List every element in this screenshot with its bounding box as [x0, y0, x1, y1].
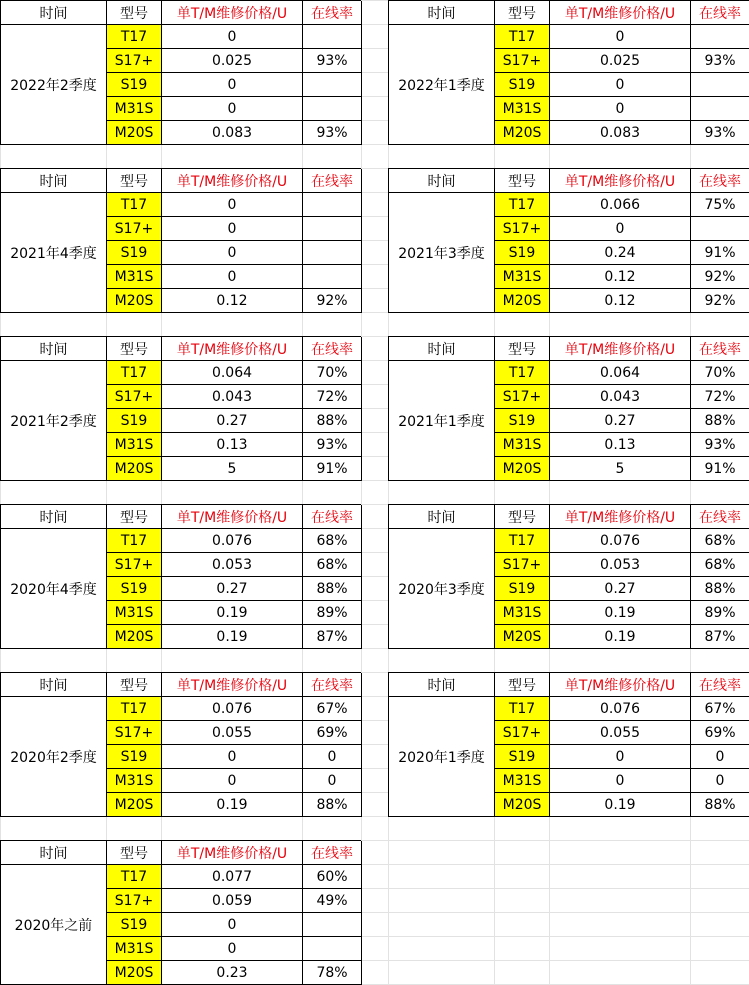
- price-cell[interactable]: 0: [162, 769, 303, 793]
- model-cell[interactable]: S17+: [107, 553, 162, 577]
- price-cell[interactable]: 0: [162, 97, 303, 121]
- model-cell[interactable]: S19: [495, 409, 550, 433]
- online-rate-cell[interactable]: 87%: [691, 625, 749, 649]
- header-model[interactable]: 型号: [495, 505, 550, 529]
- online-rate-cell[interactable]: 88%: [691, 409, 749, 433]
- online-rate-cell[interactable]: 68%: [691, 529, 749, 553]
- price-cell[interactable]: 0.27: [550, 409, 691, 433]
- online-rate-cell[interactable]: 72%: [691, 385, 749, 409]
- quarter-table: [388, 672, 749, 817]
- model-cell[interactable]: T17: [107, 361, 162, 385]
- price-cell[interactable]: 0: [550, 97, 691, 121]
- online-rate-cell[interactable]: 67%: [303, 697, 362, 721]
- online-rate-cell[interactable]: [303, 73, 362, 97]
- header-time[interactable]: 时间: [389, 505, 495, 529]
- header-time[interactable]: 时间: [1, 673, 107, 697]
- price-cell[interactable]: 0: [162, 265, 303, 289]
- price-cell[interactable]: 0.12: [550, 289, 691, 313]
- price-cell[interactable]: 0.055: [550, 721, 691, 745]
- online-rate-cell[interactable]: 87%: [303, 625, 362, 649]
- header-time[interactable]: 时间: [1, 337, 107, 361]
- model-cell[interactable]: T17: [495, 529, 550, 553]
- header-model[interactable]: 型号: [495, 1, 550, 25]
- price-cell[interactable]: 0: [162, 217, 303, 241]
- online-rate-cell[interactable]: 69%: [303, 721, 362, 745]
- model-cell[interactable]: T17: [107, 529, 162, 553]
- online-rate-cell[interactable]: 93%: [691, 49, 749, 73]
- online-rate-cell[interactable]: 72%: [303, 385, 362, 409]
- model-cell[interactable]: T17: [495, 697, 550, 721]
- price-cell[interactable]: 0: [550, 217, 691, 241]
- online-rate-cell[interactable]: 0: [303, 745, 362, 769]
- price-cell[interactable]: 5: [162, 457, 303, 481]
- online-rate-cell[interactable]: 69%: [691, 721, 749, 745]
- header-price[interactable]: 单T/M维修价格/U: [162, 841, 303, 865]
- model-cell[interactable]: M20S: [107, 457, 162, 481]
- price-cell[interactable]: 0.059: [162, 889, 303, 913]
- model-cell[interactable]: S19: [107, 73, 162, 97]
- price-cell[interactable]: 0.043: [550, 385, 691, 409]
- online-rate-cell[interactable]: 88%: [691, 577, 749, 601]
- online-rate-cell[interactable]: 78%: [303, 961, 362, 985]
- model-cell[interactable]: S19: [107, 241, 162, 265]
- model-cell[interactable]: T17: [107, 697, 162, 721]
- price-cell[interactable]: 0.27: [162, 577, 303, 601]
- period-cell[interactable]: 2020年3季度: [389, 529, 495, 649]
- online-rate-cell[interactable]: 67%: [691, 697, 749, 721]
- model-cell[interactable]: M20S: [495, 793, 550, 817]
- model-cell[interactable]: S17+: [107, 49, 162, 73]
- online-rate-cell[interactable]: 92%: [303, 289, 362, 313]
- model-cell[interactable]: S17+: [107, 721, 162, 745]
- price-cell[interactable]: 0.076: [162, 697, 303, 721]
- period-cell[interactable]: 2020年2季度: [1, 697, 107, 817]
- model-cell[interactable]: M31S: [107, 769, 162, 793]
- price-cell[interactable]: 0.19: [162, 625, 303, 649]
- model-cell[interactable]: S17+: [107, 385, 162, 409]
- price-cell[interactable]: 0.043: [162, 385, 303, 409]
- price-cell[interactable]: 0.19: [162, 601, 303, 625]
- header-online-rate[interactable]: 在线率: [303, 841, 362, 865]
- header-price[interactable]: 单T/M维修价格/U: [162, 169, 303, 193]
- header-model[interactable]: 型号: [495, 169, 550, 193]
- price-cell[interactable]: 0.19: [550, 625, 691, 649]
- header-time[interactable]: 时间: [389, 673, 495, 697]
- model-cell[interactable]: S17+: [495, 385, 550, 409]
- online-rate-cell[interactable]: 68%: [303, 529, 362, 553]
- model-cell[interactable]: S17+: [495, 49, 550, 73]
- price-cell[interactable]: 0: [550, 769, 691, 793]
- model-cell[interactable]: T17: [495, 361, 550, 385]
- model-cell[interactable]: S17+: [107, 889, 162, 913]
- online-rate-cell[interactable]: [303, 193, 362, 217]
- header-model[interactable]: 型号: [495, 337, 550, 361]
- quarter-table: [388, 168, 749, 313]
- header-online-rate[interactable]: 在线率: [303, 169, 362, 193]
- price-cell[interactable]: 0.053: [550, 553, 691, 577]
- model-cell[interactable]: S17+: [495, 217, 550, 241]
- model-cell[interactable]: M20S: [107, 793, 162, 817]
- model-cell[interactable]: M31S: [495, 97, 550, 121]
- model-cell[interactable]: M31S: [107, 937, 162, 961]
- online-rate-cell[interactable]: 88%: [303, 409, 362, 433]
- price-cell[interactable]: 0.064: [162, 361, 303, 385]
- online-rate-cell[interactable]: [691, 25, 749, 49]
- header-time[interactable]: 时间: [389, 1, 495, 25]
- online-rate-cell[interactable]: 88%: [303, 577, 362, 601]
- online-rate-cell[interactable]: 88%: [691, 793, 749, 817]
- online-rate-cell[interactable]: 93%: [303, 121, 362, 145]
- model-cell[interactable]: T17: [107, 193, 162, 217]
- quarter-table: [388, 336, 749, 481]
- model-cell[interactable]: M31S: [495, 601, 550, 625]
- period-cell[interactable]: 2020年1季度: [389, 697, 495, 817]
- header-price[interactable]: 单T/M维修价格/U: [550, 169, 691, 193]
- model-cell[interactable]: S19: [107, 745, 162, 769]
- online-rate-cell[interactable]: 88%: [303, 793, 362, 817]
- price-cell[interactable]: 0.076: [550, 529, 691, 553]
- online-rate-cell[interactable]: [303, 25, 362, 49]
- header-time[interactable]: 时间: [1, 1, 107, 25]
- header-price[interactable]: 单T/M维修价格/U: [162, 505, 303, 529]
- price-cell[interactable]: 0.077: [162, 865, 303, 889]
- model-cell[interactable]: M20S: [107, 121, 162, 145]
- quarter-table: [0, 336, 361, 481]
- model-cell[interactable]: T17: [495, 25, 550, 49]
- online-rate-cell[interactable]: [691, 97, 749, 121]
- period-cell[interactable]: 2021年4季度: [1, 193, 107, 313]
- header-model[interactable]: 型号: [107, 337, 162, 361]
- online-rate-cell[interactable]: [303, 217, 362, 241]
- model-cell[interactable]: S19: [495, 577, 550, 601]
- quarter-table: [388, 504, 749, 649]
- model-cell[interactable]: S17+: [495, 721, 550, 745]
- price-cell[interactable]: 0: [550, 745, 691, 769]
- price-cell[interactable]: 0: [162, 193, 303, 217]
- online-rate-cell[interactable]: 92%: [691, 265, 749, 289]
- price-cell[interactable]: 0.23: [162, 961, 303, 985]
- header-model[interactable]: 型号: [107, 1, 162, 25]
- online-rate-cell[interactable]: 0: [691, 769, 749, 793]
- header-price[interactable]: 单T/M维修价格/U: [162, 1, 303, 25]
- online-rate-cell[interactable]: 70%: [691, 361, 749, 385]
- model-cell[interactable]: T17: [495, 193, 550, 217]
- header-model[interactable]: 型号: [107, 169, 162, 193]
- model-cell[interactable]: T17: [107, 25, 162, 49]
- model-cell[interactable]: M20S: [495, 121, 550, 145]
- header-time[interactable]: 时间: [1, 505, 107, 529]
- period-cell[interactable]: 2020年4季度: [1, 529, 107, 649]
- quarter-table: [0, 504, 361, 649]
- period-cell[interactable]: 2021年2季度: [1, 361, 107, 481]
- period-cell[interactable]: 2021年3季度: [389, 193, 495, 313]
- price-cell[interactable]: 0: [162, 937, 303, 961]
- model-cell[interactable]: M20S: [495, 625, 550, 649]
- price-cell[interactable]: 0.19: [162, 793, 303, 817]
- price-cell[interactable]: 0: [162, 73, 303, 97]
- price-cell[interactable]: 0: [162, 241, 303, 265]
- online-rate-cell[interactable]: 93%: [691, 121, 749, 145]
- header-online-rate[interactable]: 在线率: [303, 337, 362, 361]
- header-model[interactable]: 型号: [107, 673, 162, 697]
- online-rate-cell[interactable]: 91%: [303, 457, 362, 481]
- quarter-table: [388, 0, 749, 145]
- online-rate-cell[interactable]: [303, 913, 362, 937]
- period-cell[interactable]: 2020年之前: [1, 865, 107, 985]
- model-cell[interactable]: M20S: [495, 289, 550, 313]
- header-online-rate[interactable]: 在线率: [691, 673, 749, 697]
- header-price[interactable]: 单T/M维修价格/U: [162, 673, 303, 697]
- model-cell[interactable]: M20S: [107, 625, 162, 649]
- online-rate-cell[interactable]: 70%: [303, 361, 362, 385]
- quarter-table: [0, 672, 361, 817]
- online-rate-cell[interactable]: 75%: [691, 193, 749, 217]
- model-cell[interactable]: S17+: [495, 553, 550, 577]
- online-rate-cell[interactable]: 89%: [691, 601, 749, 625]
- header-online-rate[interactable]: 在线率: [691, 505, 749, 529]
- header-price[interactable]: 单T/M维修价格/U: [550, 505, 691, 529]
- price-cell[interactable]: 0.025: [162, 49, 303, 73]
- quarter-table: [0, 0, 361, 145]
- model-cell[interactable]: S19: [107, 913, 162, 937]
- online-rate-cell[interactable]: [303, 241, 362, 265]
- online-rate-cell[interactable]: 89%: [303, 601, 362, 625]
- price-cell[interactable]: 0.19: [550, 601, 691, 625]
- header-time[interactable]: 时间: [389, 337, 495, 361]
- online-rate-cell[interactable]: 91%: [691, 241, 749, 265]
- price-cell[interactable]: 0.13: [162, 433, 303, 457]
- header-model[interactable]: 型号: [107, 505, 162, 529]
- online-rate-cell[interactable]: 92%: [691, 289, 749, 313]
- price-cell[interactable]: 0.24: [550, 241, 691, 265]
- price-cell[interactable]: 0: [550, 25, 691, 49]
- price-cell[interactable]: 0.064: [550, 361, 691, 385]
- model-cell[interactable]: S19: [495, 241, 550, 265]
- quarter-table: [0, 168, 361, 313]
- header-online-rate[interactable]: 在线率: [691, 169, 749, 193]
- price-cell[interactable]: 0.076: [550, 697, 691, 721]
- model-cell[interactable]: M20S: [107, 961, 162, 985]
- price-cell[interactable]: 0.053: [162, 553, 303, 577]
- online-rate-cell[interactable]: [691, 217, 749, 241]
- online-rate-cell[interactable]: 68%: [303, 553, 362, 577]
- header-price[interactable]: 单T/M维修价格/U: [550, 337, 691, 361]
- model-cell[interactable]: M31S: [107, 433, 162, 457]
- quarter-table: [0, 840, 361, 985]
- header-online-rate[interactable]: 在线率: [691, 337, 749, 361]
- price-cell[interactable]: 0.083: [162, 121, 303, 145]
- model-cell[interactable]: M31S: [107, 97, 162, 121]
- online-rate-cell[interactable]: 91%: [691, 457, 749, 481]
- online-rate-cell[interactable]: 93%: [691, 433, 749, 457]
- price-cell[interactable]: 0.066: [550, 193, 691, 217]
- header-price[interactable]: 单T/M维修价格/U: [550, 673, 691, 697]
- online-rate-cell[interactable]: 60%: [303, 865, 362, 889]
- online-rate-cell[interactable]: [303, 937, 362, 961]
- header-online-rate[interactable]: 在线率: [303, 505, 362, 529]
- header-time[interactable]: 时间: [389, 169, 495, 193]
- model-cell[interactable]: M31S: [495, 265, 550, 289]
- online-rate-cell[interactable]: 93%: [303, 49, 362, 73]
- model-cell[interactable]: M31S: [107, 265, 162, 289]
- model-cell[interactable]: S19: [107, 409, 162, 433]
- price-cell[interactable]: 0.12: [550, 265, 691, 289]
- online-rate-cell[interactable]: 68%: [691, 553, 749, 577]
- price-cell[interactable]: 0: [162, 913, 303, 937]
- price-cell[interactable]: 0: [162, 745, 303, 769]
- online-rate-cell[interactable]: 93%: [303, 433, 362, 457]
- header-price[interactable]: 单T/M维修价格/U: [162, 337, 303, 361]
- period-cell[interactable]: 2022年2季度: [1, 25, 107, 145]
- price-cell[interactable]: 0.055: [162, 721, 303, 745]
- model-cell[interactable]: M20S: [495, 457, 550, 481]
- online-rate-cell[interactable]: [303, 97, 362, 121]
- header-model[interactable]: 型号: [107, 841, 162, 865]
- model-cell[interactable]: M20S: [107, 289, 162, 313]
- header-price[interactable]: 单T/M维修价格/U: [550, 1, 691, 25]
- price-cell[interactable]: 5: [550, 457, 691, 481]
- price-cell[interactable]: 0.083: [550, 121, 691, 145]
- price-cell[interactable]: 0.19: [550, 793, 691, 817]
- online-rate-cell[interactable]: [691, 73, 749, 97]
- model-cell[interactable]: S19: [107, 577, 162, 601]
- price-cell[interactable]: 0.27: [162, 409, 303, 433]
- price-cell[interactable]: 0.025: [550, 49, 691, 73]
- price-cell[interactable]: 0.076: [162, 529, 303, 553]
- model-cell[interactable]: S19: [495, 73, 550, 97]
- header-online-rate[interactable]: 在线率: [303, 673, 362, 697]
- model-cell[interactable]: M31S: [107, 601, 162, 625]
- price-cell[interactable]: 0: [162, 25, 303, 49]
- online-rate-cell[interactable]: 0: [303, 769, 362, 793]
- header-time[interactable]: 时间: [1, 169, 107, 193]
- period-cell[interactable]: 2022年1季度: [389, 25, 495, 145]
- model-cell[interactable]: S19: [495, 745, 550, 769]
- price-cell[interactable]: 0.27: [550, 577, 691, 601]
- period-cell[interactable]: 2021年1季度: [389, 361, 495, 481]
- model-cell[interactable]: T17: [107, 865, 162, 889]
- price-cell[interactable]: 0.12: [162, 289, 303, 313]
- header-online-rate[interactable]: 在线率: [303, 1, 362, 25]
- model-cell[interactable]: M31S: [495, 433, 550, 457]
- price-cell[interactable]: 0.13: [550, 433, 691, 457]
- price-cell[interactable]: 0: [550, 73, 691, 97]
- online-rate-cell[interactable]: [303, 265, 362, 289]
- header-model[interactable]: 型号: [495, 673, 550, 697]
- model-cell[interactable]: M31S: [495, 769, 550, 793]
- header-time[interactable]: 时间: [1, 841, 107, 865]
- online-rate-cell[interactable]: 49%: [303, 889, 362, 913]
- header-online-rate[interactable]: 在线率: [691, 1, 749, 25]
- online-rate-cell[interactable]: 0: [691, 745, 749, 769]
- model-cell[interactable]: S17+: [107, 217, 162, 241]
